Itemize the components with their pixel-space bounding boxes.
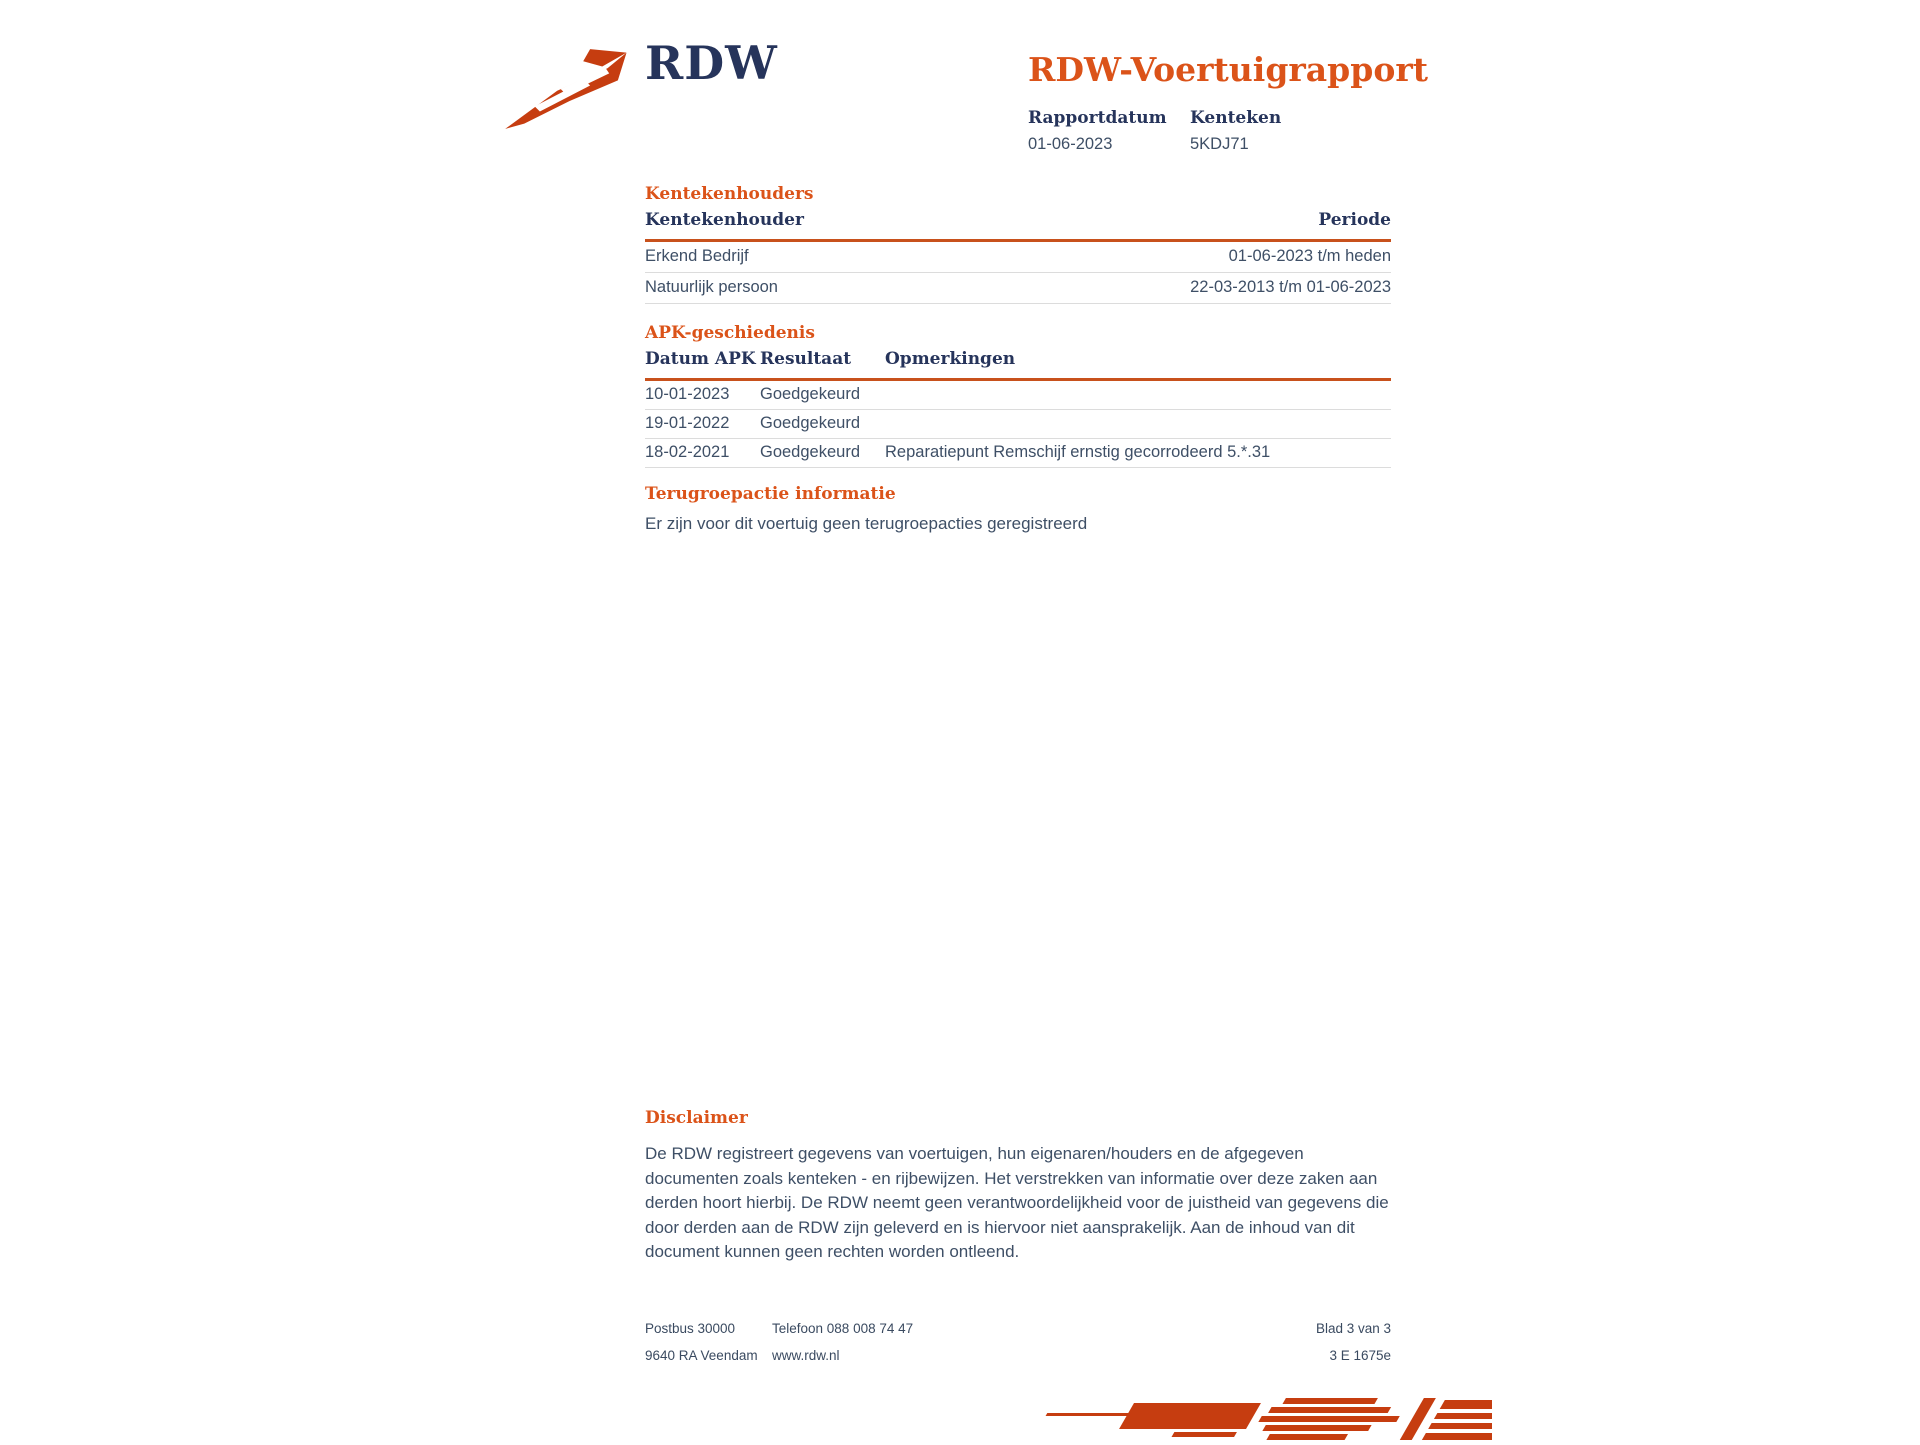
column-header-kentekenhouder: Kentekenhouder — [645, 210, 804, 230]
report-date-value: 01-06-2023 — [1028, 135, 1113, 153]
section-heading: Kentekenhouders — [645, 184, 814, 204]
column-header-opmerkingen: Opmerkingen — [885, 349, 1016, 369]
license-label: Kenteken — [1190, 108, 1282, 128]
license-value: 5KDJ71 — [1190, 135, 1249, 153]
report-date-label: Rapportdatum — [1028, 108, 1167, 128]
disclaimer-paragraph: De RDW registreert gegevens van voertuigen, hun eigenaren/houders en de afgegeven documenten zoals kenteken - en rijbewijzen. Het verstrekken van informatie over deze zaken aan derden hoort hierbij. De RDW neemt geen verantwoordelijkheid voor de juistheid van gegevens die door derden aan de RDW zijn geleverd en is hiervoor niet aansprakelijk. Aan de inhoud van dit document kunnen geen rechten worden ontleend. — [645, 1144, 1389, 1261]
date-cell: 18-02-2021 — [645, 443, 730, 461]
table-header-row — [645, 210, 1391, 242]
page-footer — [645, 1321, 1391, 1363]
result-cell: Goedgekeurd — [760, 443, 860, 461]
report-date-block — [1028, 108, 1167, 154]
column-header-datum-apk: Datum APK — [645, 349, 756, 369]
section-terugroepactie — [645, 484, 1391, 534]
date-cell: 19-01-2022 — [645, 414, 730, 432]
table-row — [645, 273, 1391, 304]
rdw-wing-logo-icon — [500, 44, 630, 134]
footer-page-number: Blad 3 van 3 — [1315, 1321, 1391, 1336]
license-block — [1190, 108, 1281, 154]
footer-po-box: Postbus 30000 — [645, 1321, 736, 1336]
period-cell: 22-03-2013 t/m 01-06-2023 — [1190, 278, 1391, 296]
date-cell: 10-01-2023 — [645, 385, 730, 403]
table-row — [645, 242, 1391, 273]
table-header-row — [645, 349, 1391, 381]
period-cell: 01-06-2023 t/m heden — [1228, 247, 1391, 265]
section-kentekenhouders — [645, 184, 1391, 304]
remarks-cell — [885, 385, 1391, 404]
footer-website: www.rdw.nl — [772, 1348, 840, 1363]
footer-phone: Telefoon 088 008 74 47 — [772, 1321, 914, 1336]
footer-city: 9640 RA Veendam — [645, 1348, 758, 1363]
report-meta — [1028, 108, 1281, 154]
section-heading: Disclaimer — [645, 1108, 748, 1128]
remarks-cell — [885, 414, 1391, 433]
table-row — [645, 381, 1391, 410]
recall-statement: Er zijn voor dit voertuig geen terugroepacties geregistreerd — [645, 514, 1088, 533]
holder-cell: Erkend Bedrijf — [645, 247, 749, 265]
page-title: RDW-Voertuigrapport — [1028, 50, 1428, 89]
table-row — [645, 439, 1391, 468]
section-heading: APK-geschiedenis — [645, 323, 815, 343]
rdw-wordmark: RDW — [645, 36, 778, 90]
holder-cell: Natuurlijk persoon — [645, 278, 778, 296]
footer-doc-code: 3 E 1675e — [1329, 1348, 1391, 1363]
result-cell: Goedgekeurd — [760, 414, 860, 432]
column-header-resultaat: Resultaat — [760, 349, 852, 369]
table-row — [645, 410, 1391, 439]
result-cell: Goedgekeurd — [760, 385, 860, 403]
remarks-cell: Reparatiepunt Remschijf ernstig gecorrodeerd 5.*.31 — [885, 443, 1271, 461]
rdw-stripes-art-icon — [1032, 1398, 1492, 1440]
section-apk-geschiedenis — [645, 323, 1391, 468]
column-header-periode: Periode — [1318, 210, 1391, 230]
section-disclaimer — [645, 1108, 1397, 1265]
section-heading: Terugroepactie informatie — [645, 484, 896, 504]
